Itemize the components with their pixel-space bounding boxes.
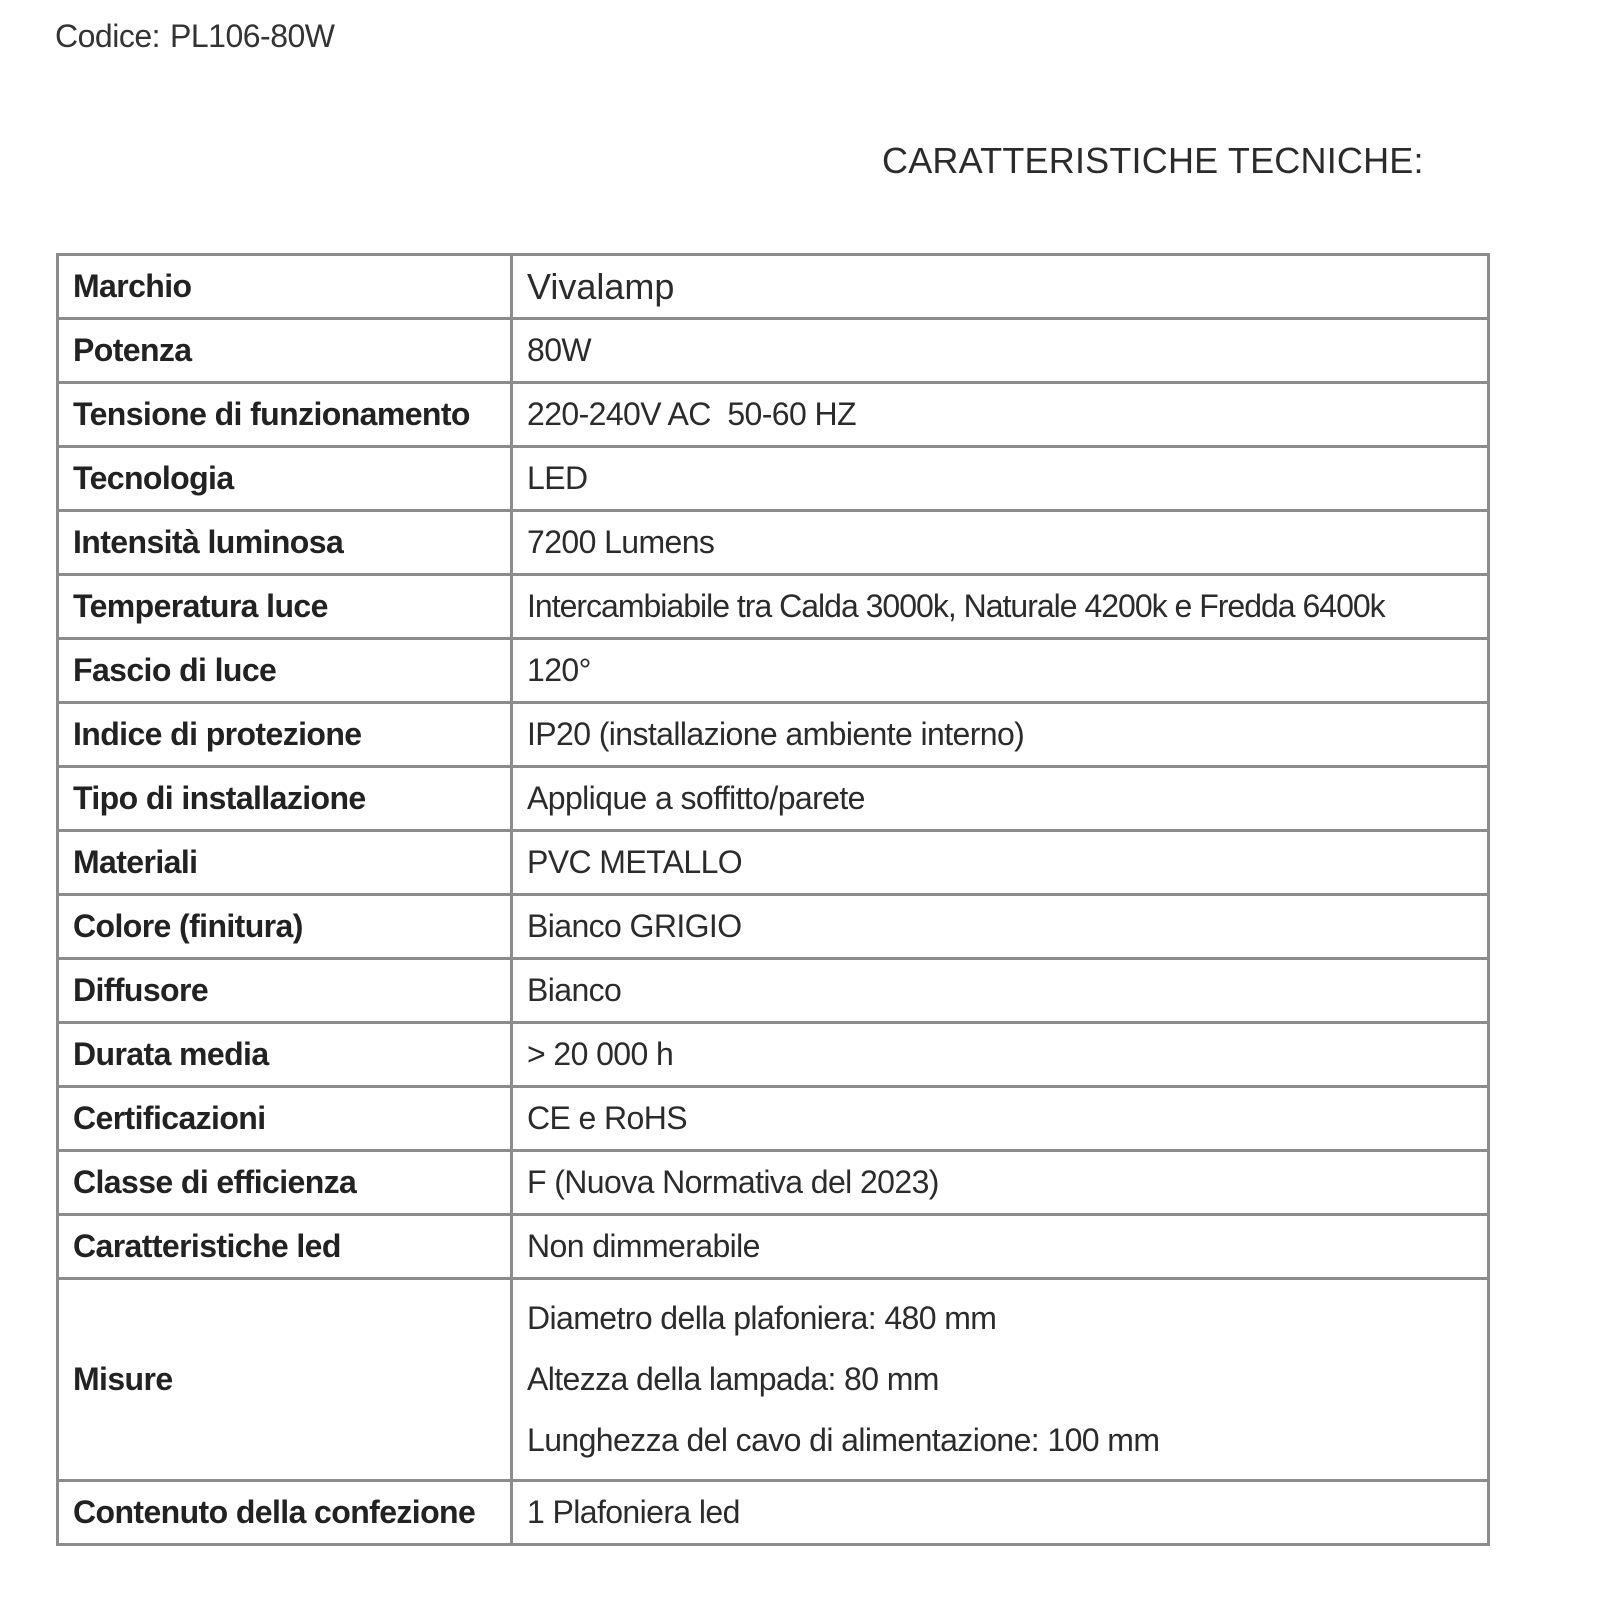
spec-label: Classe di efficienza <box>58 1151 512 1215</box>
spec-label: Tipo di installazione <box>58 767 512 831</box>
spec-value: CE e RoHS <box>512 1087 1489 1151</box>
spec-value: 1 Plafoniera led <box>512 1481 1489 1545</box>
table-row-measures <box>58 1279 1489 1481</box>
spec-label: Materiali <box>58 831 512 895</box>
product-code <box>55 18 334 55</box>
spec-label: Indice di protezione <box>58 703 512 767</box>
table-row <box>58 767 1489 831</box>
table-row <box>58 895 1489 959</box>
spec-value: 220-240V AC 50-60 HZ <box>512 383 1489 447</box>
table-row <box>58 1481 1489 1545</box>
spec-value: 80W <box>512 319 1489 383</box>
spec-label: Contenuto della confezione <box>58 1481 512 1545</box>
spec-label: Temperatura luce <box>58 575 512 639</box>
spec-label: Durata media <box>58 1023 512 1087</box>
measure-line: Lunghezza del cavo di alimentazione: 100 mm <box>527 1422 1160 1458</box>
spec-label: Tecnologia <box>58 447 512 511</box>
table-row <box>58 447 1489 511</box>
spec-value: 7200 Lumens <box>512 511 1489 575</box>
spec-value: F (Nuova Normativa del 2023) <box>512 1151 1489 1215</box>
spec-label: Tensione di funzionamento <box>58 383 512 447</box>
spec-value: Bianco <box>512 959 1489 1023</box>
spec-value: Applique a soffitto/parete <box>512 767 1489 831</box>
table-row <box>58 511 1489 575</box>
spec-label: Caratteristiche led <box>58 1215 512 1279</box>
table-row <box>58 1087 1489 1151</box>
spec-value: Intercambiabile tra Calda 3000k, Naturale 4200k e Fredda 6400k <box>512 575 1489 639</box>
table-row <box>58 1215 1489 1279</box>
spec-label: Misure <box>58 1279 512 1481</box>
measure-line: Diametro della plafoniera: 480 mm <box>527 1300 997 1336</box>
table-row <box>58 639 1489 703</box>
spec-value: PVC METALLO <box>512 831 1489 895</box>
spec-value: Non dimmerabile <box>512 1215 1489 1279</box>
spec-value: > 20 000 h <box>512 1023 1489 1087</box>
spec-value: IP20 (installazione ambiente interno) <box>512 703 1489 767</box>
spec-label: Intensità luminosa <box>58 511 512 575</box>
table-row <box>58 1151 1489 1215</box>
spec-label: Fascio di luce <box>58 639 512 703</box>
specs-table <box>56 253 1490 1546</box>
product-code-label: Codice: <box>55 18 160 54</box>
spec-value: LED <box>512 447 1489 511</box>
table-row <box>58 959 1489 1023</box>
spec-label: Certificazioni <box>58 1087 512 1151</box>
table-row <box>58 255 1489 319</box>
spec-label: Colore (finitura) <box>58 895 512 959</box>
spec-label: Potenza <box>58 319 512 383</box>
table-row <box>58 703 1489 767</box>
table-row <box>58 1023 1489 1087</box>
measure-line: Altezza della lampada: 80 mm <box>527 1361 939 1397</box>
table-row <box>58 319 1489 383</box>
spec-label: Marchio <box>58 255 512 319</box>
table-row <box>58 575 1489 639</box>
spec-label: Diffusore <box>58 959 512 1023</box>
product-code-value: PL106-80W <box>170 18 335 54</box>
table-row <box>58 831 1489 895</box>
table-row <box>58 383 1489 447</box>
spec-value-measures <box>512 1279 1489 1481</box>
section-title: CARATTERISTICHE TECNICHE: <box>882 140 1424 181</box>
spec-value: Bianco GRIGIO <box>512 895 1489 959</box>
spec-value: Vivalamp <box>512 255 1489 319</box>
spec-value: 120° <box>512 639 1489 703</box>
